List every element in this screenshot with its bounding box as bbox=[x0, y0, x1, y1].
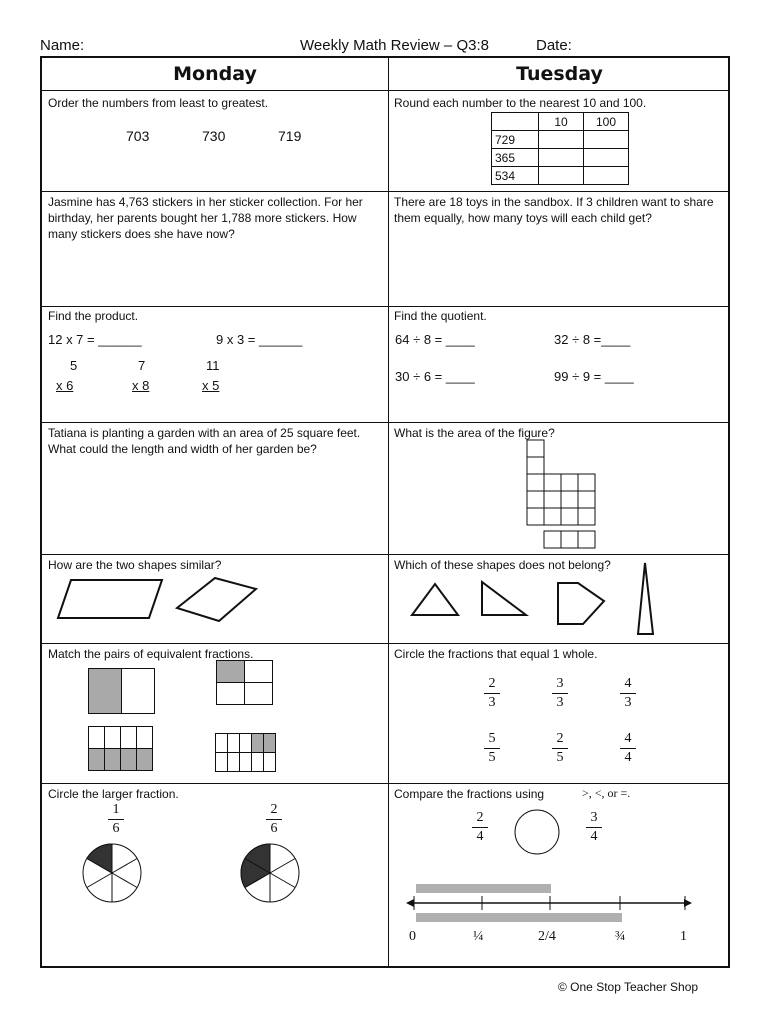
tuesday-q4: What is the area of the figure? bbox=[394, 426, 555, 440]
numerator: 4 bbox=[624, 676, 632, 691]
denominator: 4 bbox=[624, 750, 632, 765]
tuesday-header: Tuesday bbox=[516, 63, 603, 85]
vertical-bottom: x 6 bbox=[56, 378, 74, 393]
monday-q6: Match the pairs of equivalent fractions. bbox=[48, 647, 254, 661]
equation: 9 x 3 = ______ bbox=[216, 332, 303, 347]
tick-label: ¾ bbox=[615, 929, 626, 944]
tuesday-q5: Which of these shapes does not belong? bbox=[394, 558, 611, 572]
vertical-top: 11 bbox=[206, 358, 220, 373]
worksheet-title: Weekly Math Review – Q3:8 bbox=[300, 37, 489, 54]
denominator: 3 bbox=[556, 695, 564, 710]
worksheet-grid bbox=[40, 56, 730, 968]
monday-q5: How are the two shapes similar? bbox=[48, 558, 222, 572]
row-value: 365 bbox=[492, 149, 539, 167]
equation: 32 ÷ 8 =____ bbox=[554, 332, 631, 347]
tuesday-q2: There are 18 toys in the sandbox. If 3 children want to share them equally, how many toys will each child get? bbox=[394, 195, 714, 225]
monday-q3: Find the product. bbox=[48, 309, 139, 323]
equation: 64 ÷ 8 = ____ bbox=[395, 332, 475, 347]
denominator: 3 bbox=[624, 695, 632, 710]
number: 703 bbox=[126, 128, 150, 144]
numerator: 3 bbox=[590, 810, 598, 825]
numerator: 2 bbox=[476, 810, 484, 825]
numerator: 1 bbox=[112, 802, 120, 817]
row-value: 729 bbox=[492, 131, 539, 149]
number: 730 bbox=[202, 128, 226, 144]
tick-label: ¼ bbox=[473, 929, 484, 944]
numerator: 2 bbox=[488, 676, 496, 691]
monday-header: Monday bbox=[173, 63, 257, 85]
denominator: 4 bbox=[476, 829, 484, 844]
numerator: 5 bbox=[488, 731, 496, 746]
denominator: 6 bbox=[270, 821, 278, 836]
comparison-symbols: >, <, or =. bbox=[582, 786, 631, 800]
answer-circle bbox=[515, 810, 559, 854]
numerator: 2 bbox=[270, 802, 278, 817]
number: 719 bbox=[278, 128, 302, 144]
denominator: 5 bbox=[556, 750, 564, 765]
date-label: Date: bbox=[536, 37, 572, 54]
row-value: 534 bbox=[492, 167, 539, 185]
col-header: 100 bbox=[584, 113, 629, 131]
tuesday-q1: Round each number to the nearest 10 and 100. bbox=[394, 96, 647, 110]
equation: 12 x 7 = ______ bbox=[48, 332, 142, 347]
numerator: 4 bbox=[624, 731, 632, 746]
monday-q2: Jasmine has 4,763 stickers in her sticker collection. For her birthday, her parents bought her 1,788 more stickers. How many stickers does she have now? bbox=[48, 195, 363, 241]
vertical-top: 7 bbox=[138, 358, 146, 373]
left-arrow-icon bbox=[406, 899, 414, 907]
comparison-area bbox=[42, 58, 730, 968]
vertical-bottom: x 5 bbox=[202, 378, 220, 393]
monday-q1: Order the numbers from least to greatest. bbox=[48, 96, 269, 110]
vertical-top: 5 bbox=[70, 358, 78, 373]
tuesday-q7: Compare the fractions using bbox=[394, 787, 545, 801]
name-label: Name: bbox=[40, 37, 85, 54]
footer-copyright: © One Stop Teacher Shop bbox=[558, 980, 699, 994]
monday-q4: Tatiana is planting a garden with an area of 25 square feet. What could the length and width of her garden be? bbox=[48, 426, 361, 456]
tick-label: 2/4 bbox=[538, 929, 556, 944]
bar-two-fourths bbox=[416, 884, 551, 893]
numerator: 3 bbox=[556, 676, 564, 691]
tick-label: 0 bbox=[409, 929, 416, 944]
vertical-bottom: x 8 bbox=[132, 378, 150, 393]
denominator: 5 bbox=[488, 750, 496, 765]
bar-three-fourths bbox=[416, 913, 622, 922]
monday-q7: Circle the larger fraction. bbox=[48, 787, 179, 801]
tuesday-q6: Circle the fractions that equal 1 whole. bbox=[394, 647, 598, 661]
col-header: 10 bbox=[539, 113, 584, 131]
numerator: 2 bbox=[556, 731, 564, 746]
denominator: 3 bbox=[488, 695, 496, 710]
equation: 30 ÷ 6 = ____ bbox=[395, 369, 475, 384]
tuesday-q3: Find the quotient. bbox=[394, 309, 487, 323]
tick-label: 1 bbox=[680, 929, 687, 944]
equation: 99 ÷ 9 = ____ bbox=[554, 369, 634, 384]
denominator: 4 bbox=[590, 829, 598, 844]
denominator: 6 bbox=[112, 821, 120, 836]
